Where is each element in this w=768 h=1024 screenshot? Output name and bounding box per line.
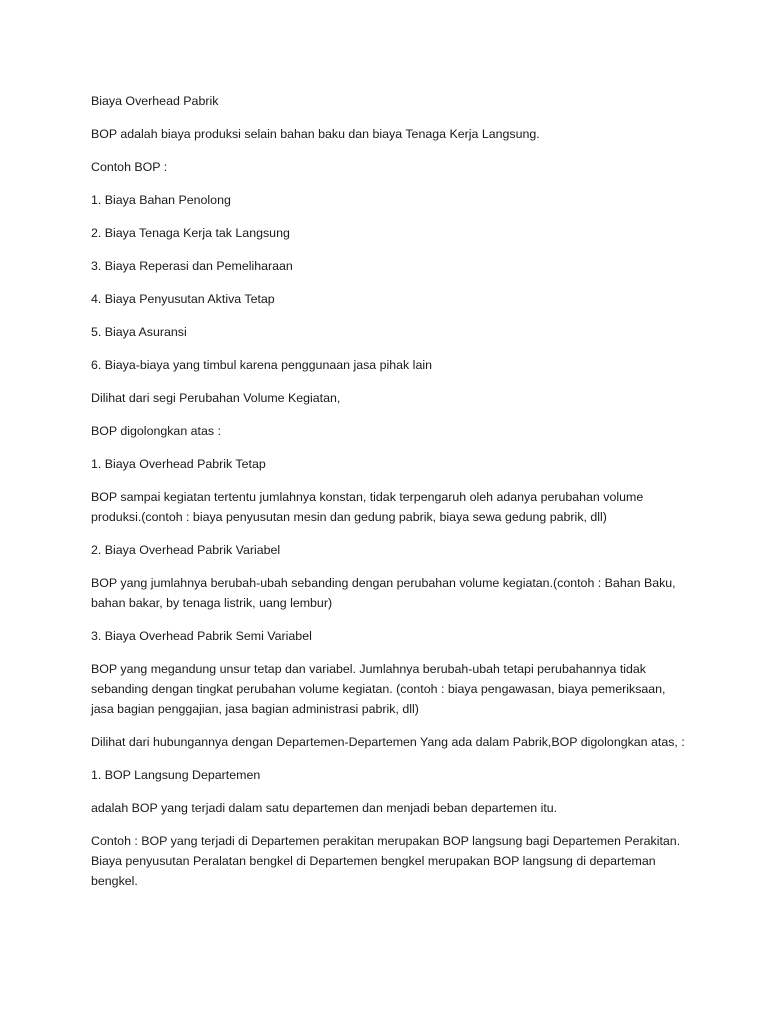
- list-item-5: 5. Biaya Asuransi: [91, 325, 187, 339]
- paragraph-bop-semi-variabel-desc: BOP yang megandung unsur tetap dan variabel. Jumlahnya berubah-ubah tetapi perubahannya tidak sebanding dengan tingkat perubahan volume kegiatan. (contoh : biaya pengawasan, biaya pemeriksaan, jasa bagian penggajian, jasa bagian administrasi pabrik, dll): [91, 662, 666, 716]
- section-bop-langsung: 1. BOP Langsung Departemen: [91, 768, 261, 782]
- section-bop-semi-variabel: 3. Biaya Overhead Pabrik Semi Variabel: [91, 629, 312, 643]
- list-item-4: 4. Biaya Penyusutan Aktiva Tetap: [91, 292, 275, 306]
- section-bop-variabel: 2. Biaya Overhead Pabrik Variabel: [91, 543, 281, 557]
- paragraph-contoh-heading: Contoh BOP :: [91, 160, 168, 174]
- list-item-6: 6. Biaya-biaya yang timbul karena penggunaan jasa pihak lain: [91, 358, 432, 372]
- list-item-1: 1. Biaya Bahan Penolong: [91, 193, 231, 207]
- document-body: [91, 91, 691, 904]
- paragraph-bop-tetap-desc: BOP sampai kegiatan tertentu jumlahnya konstan, tidak terpengaruh oleh adanya perubahan volume produksi.(contoh : biaya penyusutan mesin dan gedung pabrik, biaya sewa gedung pabrik, dll): [91, 490, 644, 524]
- paragraph-departemen-heading: Dilihat dari hubungannya dengan Departemen-Departemen Yang ada dalam Pabrik,BOP digolongkan atas, :: [91, 735, 685, 749]
- list-item-3: 3. Biaya Reperasi dan Pemeliharaan: [91, 259, 293, 273]
- paragraph-bop-variabel-desc: BOP yang jumlahnya berubah-ubah sebanding dengan perubahan volume kegiatan.(contoh : Bahan Baku, bahan bakar, by tenaga listrik, uang lembur): [91, 576, 676, 610]
- list-item-2: 2. Biaya Tenaga Kerja tak Langsung: [91, 226, 290, 240]
- paragraph-volume-heading: Dilihat dari segi Perubahan Volume Kegiatan,: [91, 391, 341, 405]
- paragraph-bop-definition: BOP adalah biaya produksi selain bahan baku dan biaya Tenaga Kerja Langsung.: [91, 127, 540, 141]
- paragraph-bop-langsung-desc: adalah BOP yang terjadi dalam satu departemen dan menjadi beban departemen itu.: [91, 801, 558, 815]
- paragraph-digolongkan: BOP digolongkan atas :: [91, 424, 221, 438]
- section-bop-tetap: 1. Biaya Overhead Pabrik Tetap: [91, 457, 266, 471]
- paragraph-contoh-departemen: Contoh : BOP yang terjadi di Departemen perakitan merupakan BOP langsung bagi Departemen Perakitan. Biaya penyusutan Peralatan bengkel di Departemen bengkel merupakan BOP langsung di departeman bengkel.: [91, 834, 681, 888]
- document-title: Biaya Overhead Pabrik: [91, 94, 219, 108]
